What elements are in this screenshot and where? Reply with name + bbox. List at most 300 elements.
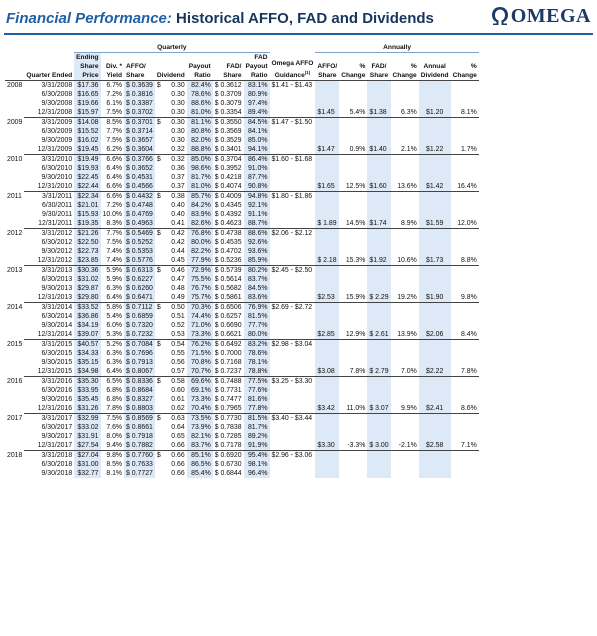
div-yield-cell: 5.3% bbox=[101, 330, 125, 340]
dividend-cell: 0.52 bbox=[171, 322, 185, 329]
table-row bbox=[5, 256, 479, 266]
annual-fad-cell bbox=[367, 136, 390, 145]
fad-share-cell: $ 0.4702 bbox=[214, 248, 242, 255]
annual-affo-header bbox=[315, 53, 339, 81]
dividend-currency-cell bbox=[155, 127, 165, 136]
fad-payout-cell: 81.5% bbox=[244, 312, 270, 321]
guidance-cell bbox=[270, 358, 316, 367]
annual-fad-cell: $1.40 bbox=[367, 145, 390, 155]
annual-fad-cell bbox=[367, 386, 390, 395]
annual-fad-cell bbox=[367, 275, 390, 284]
dividend-currency-cell: $ bbox=[156, 341, 161, 348]
annual-affo-change-cell bbox=[339, 432, 367, 441]
annual-affo-cell bbox=[315, 155, 339, 165]
year-cell bbox=[5, 247, 24, 256]
annual-fad-cell bbox=[367, 340, 390, 350]
fad-share-cell: $ 0.5614 bbox=[214, 276, 242, 283]
share-price-cell: $15.52 bbox=[74, 127, 100, 136]
table-row bbox=[5, 145, 479, 155]
dividend-cell: 0.37 bbox=[171, 174, 185, 181]
dividend-currency-cell bbox=[155, 238, 165, 247]
annual-dividend-cell bbox=[419, 377, 451, 387]
quarter-ended-cell: 3/31/2018 bbox=[41, 452, 73, 459]
affo-share-cell: $ 0.8661 bbox=[126, 424, 153, 431]
annual-fad-cell bbox=[367, 303, 390, 313]
affo-share-cell: $ 0.6859 bbox=[126, 313, 153, 320]
table-row bbox=[5, 81, 479, 91]
year-cell bbox=[5, 127, 24, 136]
dividend-currency-cell bbox=[155, 219, 165, 229]
annual-dividend-change-cell: 7.8% bbox=[451, 367, 479, 377]
annual-dividend-cell bbox=[419, 164, 451, 173]
affo-share-cell: $ 0.6260 bbox=[126, 285, 153, 292]
table-row bbox=[5, 451, 479, 461]
affo-share-cell: $ 0.7084 bbox=[126, 341, 153, 348]
annual-fad-cell bbox=[367, 118, 390, 128]
annual-dividend-change-cell bbox=[451, 155, 479, 165]
fad-payout-cell: 84.5% bbox=[244, 118, 270, 128]
annual-affo-change-cell bbox=[339, 275, 367, 284]
dividend-currency-cell bbox=[155, 201, 165, 210]
year-cell bbox=[5, 284, 24, 293]
quarter-ended-cell: 12/31/2008 bbox=[24, 108, 74, 118]
annual-fad-change-cell bbox=[391, 423, 419, 432]
dividend-cell: 0.54 bbox=[171, 341, 185, 348]
affo-share-cell: $ 0.8803 bbox=[126, 405, 153, 412]
header-line: Ratio bbox=[251, 72, 268, 79]
annual-dividend-change-cell bbox=[451, 321, 479, 330]
annual-dividend-cell bbox=[419, 127, 451, 136]
share-price-cell: $35.45 bbox=[74, 395, 100, 404]
year-cell: 2011 bbox=[7, 192, 22, 200]
annual-dividend-cell bbox=[419, 173, 451, 182]
div-yield-cell: 7.2% bbox=[106, 202, 123, 209]
payout-ratio-cell: 77.9% bbox=[187, 256, 213, 266]
annual-fad-cell bbox=[367, 90, 390, 99]
annual-dividend-change-cell bbox=[451, 210, 479, 219]
affo-share-cell: $ 0.3657 bbox=[126, 137, 153, 144]
annual-fad-change-cell: 6.3% bbox=[391, 108, 419, 118]
dividend-currency-cell bbox=[155, 182, 165, 192]
annual-fad-cell: $1.38 bbox=[367, 108, 390, 118]
header-line: Payout bbox=[245, 63, 268, 70]
quarter-ended-cell: 9/30/2017 bbox=[41, 433, 73, 440]
fad-payout-cell: 86.4% bbox=[244, 155, 270, 165]
annual-affo-change-cell bbox=[339, 423, 367, 432]
fad-share-cell: $ 0.6690 bbox=[214, 322, 242, 329]
annual-affo-cell bbox=[315, 247, 339, 256]
dividend-cell: 0.37 bbox=[165, 182, 187, 192]
annually-group-label: Annually bbox=[315, 43, 478, 53]
dividend-currency-cell bbox=[155, 330, 165, 340]
affo-share-cell: $ 0.7727 bbox=[126, 470, 153, 477]
dividend-currency-cell bbox=[155, 312, 165, 321]
annual-dividend-cell bbox=[419, 284, 451, 293]
annual-dividend-cell bbox=[419, 155, 451, 165]
share-price-cell: $21.26 bbox=[74, 229, 100, 239]
fad-share-cell: $ 0.6492 bbox=[214, 341, 242, 348]
dividend-cell: 0.65 bbox=[171, 433, 185, 440]
annual-affo-change-cell bbox=[339, 173, 367, 182]
year-cell bbox=[5, 108, 24, 118]
header-line: Ratio bbox=[194, 72, 211, 79]
quarter-ended-cell: 12/31/2010 bbox=[24, 182, 74, 192]
share-price-cell: $19.49 bbox=[74, 155, 100, 165]
affo-share-cell: $ 0.4531 bbox=[126, 174, 153, 181]
table-row bbox=[5, 469, 479, 478]
share-price-cell: $30.36 bbox=[74, 266, 100, 276]
annual-fad-change-cell: -2.1% bbox=[391, 441, 419, 451]
annual-fad-change-cell bbox=[391, 275, 419, 284]
fad-payout-cell: 89.4% bbox=[244, 108, 270, 118]
fad-payout-cell: 81.6% bbox=[244, 395, 270, 404]
annual-fad-change-cell bbox=[391, 460, 419, 469]
annual-dividend-change-cell bbox=[451, 136, 479, 145]
header-line: Div. * bbox=[106, 63, 123, 70]
header-line: AFFO/ bbox=[126, 63, 146, 70]
share-price-cell: $15.93 bbox=[74, 210, 100, 219]
guidance-cell bbox=[270, 312, 316, 321]
annual-affo-change-cell: 14.5% bbox=[339, 219, 367, 229]
table-row bbox=[5, 414, 479, 424]
annual-affo-cell bbox=[315, 275, 339, 284]
div-yield-cell: 6.4% bbox=[101, 293, 125, 303]
div-yield-cell: 6.1% bbox=[106, 100, 123, 107]
header-line: Share bbox=[126, 72, 145, 79]
payout-ratio-cell: 73.9% bbox=[187, 423, 213, 432]
dividend-cell: 0.30 bbox=[171, 82, 185, 89]
guidance-cell bbox=[270, 90, 316, 99]
annual-dividend-change-cell: 7.1% bbox=[451, 441, 479, 451]
annual-affo-cell bbox=[315, 414, 339, 424]
share-price-cell: $36.86 bbox=[74, 312, 100, 321]
fad-share-cell: $ 0.5236 bbox=[214, 257, 242, 264]
fad-payout-cell: 76.9% bbox=[244, 303, 270, 313]
annual-fad-cell bbox=[367, 349, 390, 358]
annual-fad-cell bbox=[367, 99, 390, 108]
year-cell: 2015 bbox=[7, 340, 23, 348]
annual-affo-change-cell bbox=[339, 395, 367, 404]
year-cell bbox=[5, 173, 24, 182]
annual-affo-change-cell bbox=[339, 155, 367, 165]
header-line: Dividend bbox=[420, 72, 449, 79]
guidance-group-gap bbox=[270, 43, 316, 53]
annual-dividend-change-cell: 8.4% bbox=[451, 330, 479, 340]
affo-share-cell: $ 0.7918 bbox=[126, 433, 153, 440]
annual-affo-change-cell bbox=[339, 358, 367, 367]
year-cell bbox=[5, 182, 24, 192]
annual-dividend-change-cell bbox=[451, 81, 479, 91]
fad-payout-cell: 93.6% bbox=[244, 247, 270, 256]
annual-fad-change-cell: 2.1% bbox=[391, 145, 419, 155]
annual-dividend-cell: $2.22 bbox=[419, 367, 451, 377]
guidance-cell bbox=[270, 164, 316, 173]
annual-fad-change-cell: 13.6% bbox=[391, 182, 419, 192]
table-row bbox=[5, 99, 479, 108]
annual-dividend-cell bbox=[419, 90, 451, 99]
annual-dividend-change-cell bbox=[451, 90, 479, 99]
header-line: Share bbox=[80, 63, 99, 70]
annual-affo-change-cell bbox=[339, 266, 367, 276]
guidance-cell bbox=[270, 321, 316, 330]
header-line: Ending bbox=[76, 54, 99, 61]
payout-ratio-cell: 76.7% bbox=[187, 284, 213, 293]
year-cell bbox=[5, 349, 24, 358]
affo-share-cell: $ 0.8067 bbox=[126, 368, 153, 375]
fad-share-cell: $ 0.4009 bbox=[214, 193, 242, 200]
dividend-currency-cell bbox=[155, 293, 165, 303]
annual-dividend-cell bbox=[419, 432, 451, 441]
dividend-cell: 0.42 bbox=[171, 230, 185, 237]
dividend-currency-cell bbox=[155, 404, 165, 414]
dividend-currency-cell bbox=[155, 145, 165, 155]
dividend-currency-cell bbox=[155, 247, 165, 256]
fad-payout-cell: 91.1% bbox=[244, 210, 270, 219]
payout-ratio-cell: 88.6% bbox=[187, 99, 213, 108]
annual-fad-cell bbox=[367, 469, 390, 478]
header-line: Change bbox=[452, 72, 477, 79]
header-line: Yield bbox=[106, 72, 123, 79]
table-row bbox=[5, 201, 479, 210]
annual-fad-change-cell bbox=[391, 432, 419, 441]
omega-logo bbox=[491, 4, 591, 28]
quarter-ended-cell: 3/31/2014 bbox=[41, 304, 73, 311]
affo-share-cell: $ 0.8569 bbox=[126, 415, 153, 422]
fad-share-cell: $ 0.3079 bbox=[214, 100, 242, 107]
dividend-currency-cell bbox=[155, 164, 165, 173]
annual-dividend-cell bbox=[419, 312, 451, 321]
dividend-currency-cell: $ bbox=[156, 119, 161, 126]
year-cell bbox=[5, 210, 24, 219]
fad-payout-cell: 96.4% bbox=[244, 469, 270, 478]
year-cell bbox=[5, 256, 24, 266]
annual-affo-change-cell: -3.3% bbox=[339, 441, 367, 451]
table-row bbox=[5, 293, 479, 303]
title-part-1: Financial Performance: bbox=[6, 10, 172, 27]
fad-share-cell: $ 0.6621 bbox=[214, 331, 242, 338]
annual-fad-cell bbox=[367, 164, 390, 173]
dividend-cell: 0.40 bbox=[171, 202, 185, 209]
guidance-cell bbox=[270, 238, 316, 247]
table-row bbox=[5, 395, 479, 404]
fad-payout-cell: 92.1% bbox=[244, 201, 270, 210]
table-row bbox=[5, 349, 479, 358]
guidance-cell bbox=[270, 284, 316, 293]
table-row bbox=[5, 182, 479, 192]
guidance-cell: $2.45 - $2.50 bbox=[271, 267, 313, 274]
guidance-header bbox=[270, 53, 316, 81]
affo-share-cell: $ 0.8684 bbox=[126, 387, 153, 394]
dividend-cell: 0.45 bbox=[165, 256, 187, 266]
share-price-cell: $34.98 bbox=[74, 367, 100, 377]
annual-affo-cell: $3.42 bbox=[315, 404, 339, 414]
annual-fad-cell: $1.60 bbox=[367, 182, 390, 192]
fad-payout-cell: 78.6% bbox=[244, 349, 270, 358]
quarter-ended-cell: 9/30/2012 bbox=[41, 248, 73, 255]
annual-fad-cell bbox=[367, 284, 390, 293]
column-header-row bbox=[5, 53, 479, 81]
dividend-cell: 0.30 bbox=[171, 100, 185, 107]
annual-fad-cell bbox=[367, 127, 390, 136]
annual-dividend-change-cell: 12.0% bbox=[451, 219, 479, 229]
quarter-ended-cell: 9/30/2018 bbox=[41, 470, 73, 477]
dividend-cell: 0.47 bbox=[171, 276, 185, 283]
payout-ratio-cell: 80.0% bbox=[187, 238, 213, 247]
div-yield-cell: 5.8% bbox=[106, 304, 123, 311]
share-price-cell: $31.91 bbox=[74, 432, 100, 441]
year-cell bbox=[5, 460, 24, 469]
guidance-cell: $1.80 - $1.86 bbox=[271, 193, 313, 200]
annual-dividend-cell bbox=[419, 210, 451, 219]
dividend-cell: 0.30 bbox=[171, 119, 185, 126]
fad-payout-cell: 94.8% bbox=[244, 192, 270, 202]
header-line: Change bbox=[392, 72, 417, 79]
annual-fad-change-cell: 10.6% bbox=[391, 256, 419, 266]
guidance-cell bbox=[270, 469, 316, 478]
annual-affo-cell bbox=[315, 460, 339, 469]
guidance-cell bbox=[270, 145, 316, 155]
annual-fad-cell: $ 3.07 bbox=[369, 405, 389, 412]
table-row bbox=[5, 192, 479, 202]
affo-share-cell: $ 0.5469 bbox=[126, 230, 153, 237]
annual-dividend-change-cell bbox=[451, 238, 479, 247]
div-yield-cell: 5.9% bbox=[106, 267, 123, 274]
affo-share-cell: $ 0.3387 bbox=[126, 100, 153, 107]
annual-fad-cell bbox=[367, 173, 390, 182]
annual-fad-change-cell bbox=[391, 340, 419, 350]
dividend-cell: 0.42 bbox=[171, 239, 185, 246]
fad-payout-cell: 97.4% bbox=[244, 99, 270, 108]
annual-fad-change-cell bbox=[391, 238, 419, 247]
annual-dividend-cell bbox=[419, 247, 451, 256]
annual-affo-change-cell bbox=[339, 386, 367, 395]
dividend-currency-cell bbox=[155, 432, 165, 441]
quarter-ended-cell: 9/30/2008 bbox=[41, 100, 73, 107]
div-yield-cell: 5.4% bbox=[106, 313, 123, 320]
guidance-cell bbox=[270, 423, 316, 432]
guidance-cell bbox=[270, 293, 316, 303]
affo-share-cell: $ 0.7882 bbox=[126, 442, 153, 449]
annual-affo-change-cell bbox=[339, 460, 367, 469]
annual-fad-cell bbox=[367, 395, 390, 404]
table-row bbox=[5, 312, 479, 321]
annual-fad-change-cell bbox=[391, 266, 419, 276]
dividend-currency-cell bbox=[155, 423, 165, 432]
annual-fad-cell bbox=[367, 377, 390, 387]
year-cell bbox=[5, 321, 24, 330]
fad-payout-cell: 84.1% bbox=[244, 127, 270, 136]
year-cell bbox=[5, 164, 24, 173]
annual-dividend-change-cell bbox=[451, 349, 479, 358]
fad-payout-cell: 78.8% bbox=[244, 367, 270, 377]
payout-ratio-cell: 78.6% bbox=[187, 90, 213, 99]
annual-fad-change-cell bbox=[391, 210, 419, 219]
year-cell: 2018 bbox=[7, 451, 23, 459]
annual-fad-change-cell bbox=[391, 127, 419, 136]
guidance-cell bbox=[270, 330, 316, 340]
quarter-ended-cell: 3/31/2013 bbox=[41, 267, 73, 274]
annual-dividend-change-cell bbox=[451, 201, 479, 210]
share-price-cell: $16.02 bbox=[74, 136, 100, 145]
annual-fad-change-cell bbox=[391, 395, 419, 404]
affo-share-cell: $ 0.4769 bbox=[126, 211, 153, 218]
annual-fad-cell bbox=[367, 321, 390, 330]
annual-dividend-change-cell bbox=[451, 377, 479, 387]
annual-dividend-change-cell bbox=[451, 173, 479, 182]
dividend-cell: 0.40 bbox=[171, 211, 185, 218]
fad-share-cell: $ 0.7285 bbox=[214, 433, 242, 440]
annual-affo-change-cell bbox=[339, 229, 367, 239]
annual-affo-cell bbox=[315, 164, 339, 173]
quarter-ended-cell: 9/30/2014 bbox=[41, 322, 73, 329]
year-cell bbox=[5, 312, 24, 321]
annual-fad-change-cell: 7.0% bbox=[391, 367, 419, 377]
quarter-ended-header bbox=[24, 53, 74, 81]
quarter-ended-cell: 9/30/2016 bbox=[41, 396, 73, 403]
dividend-currency-cell bbox=[155, 441, 165, 451]
annual-dividend-change-cell bbox=[451, 460, 479, 469]
annual-fad-cell: $1.92 bbox=[367, 256, 390, 266]
year-cell bbox=[5, 358, 24, 367]
fad-payout-cell: 83.6% bbox=[244, 293, 270, 303]
page-header bbox=[0, 0, 597, 34]
year-cell: 2012 bbox=[7, 229, 23, 237]
annual-affo-cell bbox=[315, 386, 339, 395]
div-yield-cell: 6.0% bbox=[106, 322, 123, 329]
dividend-cell: 0.56 bbox=[171, 359, 185, 366]
dividend-cell: 0.50 bbox=[171, 304, 185, 311]
share-price-cell: $16.65 bbox=[74, 90, 100, 99]
annual-affo-cell bbox=[315, 377, 339, 387]
annual-fad-cell bbox=[367, 81, 390, 91]
payout-ratio-cell: 85.0% bbox=[187, 155, 213, 165]
share-price-cell: $34.33 bbox=[74, 349, 100, 358]
fad-payout-cell: 77.7% bbox=[244, 321, 270, 330]
header-line: Share bbox=[369, 72, 389, 79]
annual-affo-change-cell bbox=[339, 164, 367, 173]
fad-share-cell: $ 0.6730 bbox=[214, 461, 242, 468]
affo-share-cell: $ 0.6471 bbox=[126, 294, 153, 301]
div-yield-cell: 6.2% bbox=[101, 145, 125, 155]
annual-dividend-cell bbox=[419, 386, 451, 395]
affo-share-cell: $ 0.8327 bbox=[126, 396, 153, 403]
quarter-ended-cell: 6/30/2013 bbox=[41, 276, 73, 283]
quarter-ended-cell: 6/30/2008 bbox=[41, 91, 73, 98]
annual-affo-change-cell bbox=[339, 340, 367, 350]
year-cell bbox=[5, 136, 24, 145]
payout-ratio-cell: 86.5% bbox=[187, 460, 213, 469]
annual-dividend-change-cell bbox=[451, 99, 479, 108]
quarterly-group-label: Quarterly bbox=[74, 43, 269, 53]
annual-fad-cell bbox=[367, 155, 390, 165]
fad-share-cell: $ 0.4392 bbox=[214, 211, 242, 218]
annual-affo-cell bbox=[315, 395, 339, 404]
share-price-cell: $32.77 bbox=[74, 469, 100, 478]
annual-fad-change-cell: 13.9% bbox=[391, 330, 419, 340]
annual-affo-cell bbox=[315, 192, 339, 202]
guidance-cell: $3.25 - $3.30 bbox=[271, 378, 313, 385]
annual-fad-cell: $ 2.29 bbox=[369, 294, 389, 301]
annual-dividend-change-cell: 8.1% bbox=[451, 108, 479, 118]
annual-dividend-change-cell: 9.8% bbox=[451, 293, 479, 303]
annual-affo-change-cell bbox=[339, 349, 367, 358]
fad-share-cell: $ 0.7730 bbox=[214, 415, 242, 422]
annual-dividend-change-cell bbox=[451, 340, 479, 350]
table-row bbox=[5, 367, 479, 377]
year-cell: 2014 bbox=[7, 303, 23, 311]
year-cell: 2008 bbox=[7, 82, 23, 89]
fad-share-cell: $ 0.3704 bbox=[214, 156, 242, 163]
